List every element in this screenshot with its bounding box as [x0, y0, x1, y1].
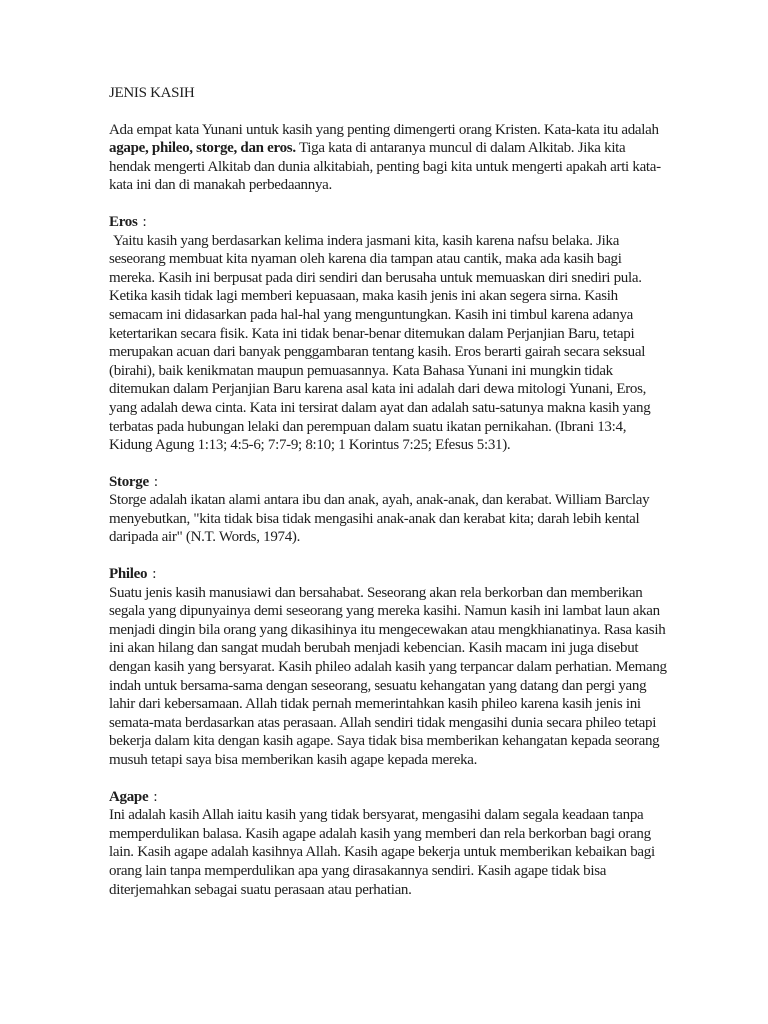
intro-paragraph [109, 121, 669, 195]
intro-bold-keywords: agape, phileo, storge, dan eros. [109, 140, 296, 157]
section-body: Suatu jenis kasih manusiawi dan bersahabat. Seseorang akan rela berkorban dan memberikan segala yang dipunyainya demi seseorang yang mereka kasihi. Namun kasih ini lambat laun akan menjadi dingin bila orang yang dikasihinya itu mengecewakan atau mengkhianatinya. Rasa kasih ini akan hilang dan sangat mudah berubah menjadi kebencian. Kasih macam ini juga disebut dengan kasih yang bersyarat. Kasih phileo adalah kasih yang terpancar dalam perhatian. Memang indah untuk bersama-sama dengan seseorang, sesuatu kehangatan yang datang dan pergi yang lahir dari kebersamaan. Allah tidak pernah memerintahkan kasih phileo karena kasih jenis ini semata-mata berdasarkan atas perasaan. Allah sendiri tidak mengasihi dunia secara phileo tetapi bekerja dalam kita dengan kasih agape. Saya tidak bisa memberikan kehangatan kepada seorang musuh tetapi saya bisa memberikan kasih agape kepada mereka. [109, 584, 667, 768]
intro-text-after: Tiga kata di antaranya muncul di dalam Alkitab. Jika kita hendak mengerti Alkitab dan dunia alkitabiah, penting bagi kita untuk mengerti apakah arti kata-kata ini dan di manakah perbedaannya. [109, 140, 661, 194]
section-heading-colon: : [153, 788, 158, 805]
section-agape [109, 788, 669, 900]
section-heading-text: Agape [109, 788, 149, 805]
section-heading [109, 213, 669, 232]
document-content [109, 84, 669, 899]
section-heading-colon: : [142, 213, 147, 230]
section-heading [109, 788, 669, 807]
section-heading-text: Phileo [109, 566, 148, 583]
section-heading [109, 565, 669, 584]
page-title: JENIS KASIH [109, 85, 195, 101]
section-storge [109, 473, 669, 547]
section-eros [109, 213, 669, 455]
section-heading-colon: : [153, 473, 158, 490]
section-heading-colon: : [152, 566, 157, 583]
section-heading-text: Eros [109, 213, 138, 230]
intro-text-before: Ada empat kata Yunani untuk kasih yang penting dimengerti orang Kristen. Kata-kata itu adalah [109, 121, 659, 138]
section-phileo [109, 565, 669, 770]
section-body: Ini adalah kasih Allah iaitu kasih yang tidak bersyarat, mengasihi dalam segala keadaan tanpa memperdulikan balasa. Kasih agape adalah kasih yang memberi dan rela berkorban bagi orang lain. Kasih agape adalah kasihnya Allah. Kasih agape bekerja untuk memberikan kebaikan bagi orang lain tanpa memperdulikan apa yang dirasakannya sendiri. Kasih agape tidak bisa diterjemahkan sebagai suatu perasaan atau perhatian. [109, 807, 655, 898]
section-body: Storge adalah ikatan alami antara ibu dan anak, ayah, anak-anak, dan kerabat. William Barclay menyebutkan, "kita tidak bisa tidak mengasihi anak-anak dan kerabat kita; darah lebih kental daripada air" (N.T. Words, 1974). [109, 492, 650, 546]
section-body: Yaitu kasih yang berdasarkan kelima indera jasmani kita, kasih karena nafsu belaka. Jika seseorang membuat kita nyaman oleh karena dia tampan atau cantik, maka ada kasih bagi mereka. Kasih ini berpusat pada diri sendiri dan berusaha untuk memuaskan diri snediri pula. Ketika kasih tidak lagi memberi kepuasaan, maka kasih jenis ini akan segera sirna. Kasih semacam ini didasarkan pada hal-hal yang menguntungkan. Kasih ini timbul karena adanya ketertarikan secara fisik. Kata ini tidak benar-benar ditemukan dalam Perjanjian Baru, tetapi merupakan acuan dari banyak penggambaran tentang kasih. Eros berarti gairah secara seksual (birahi), baik kenikmatan maupun pemuasannya. Kata Bahasa Yunani ini mungkin tidak ditemukan dalam Perjanjian Baru karena asal kata ini adalah dari dewa mitologi Yunani, Eros, yang adalah dewa cinta. Kata ini tersirat dalam ayat dan adalah satu-satunya makna kasih yang terbatas pada hubungan lelaki dan perempuan dalam suatu ikatan pernikahan. (Ibrani 13:4, Kidung Agung 1:13; 4:5-6; 7:7-9; 8:10; 1 Korintus 7:25; Efesus 5:31). [109, 232, 651, 454]
section-heading-text: Storge [109, 473, 149, 490]
section-heading [109, 473, 669, 492]
